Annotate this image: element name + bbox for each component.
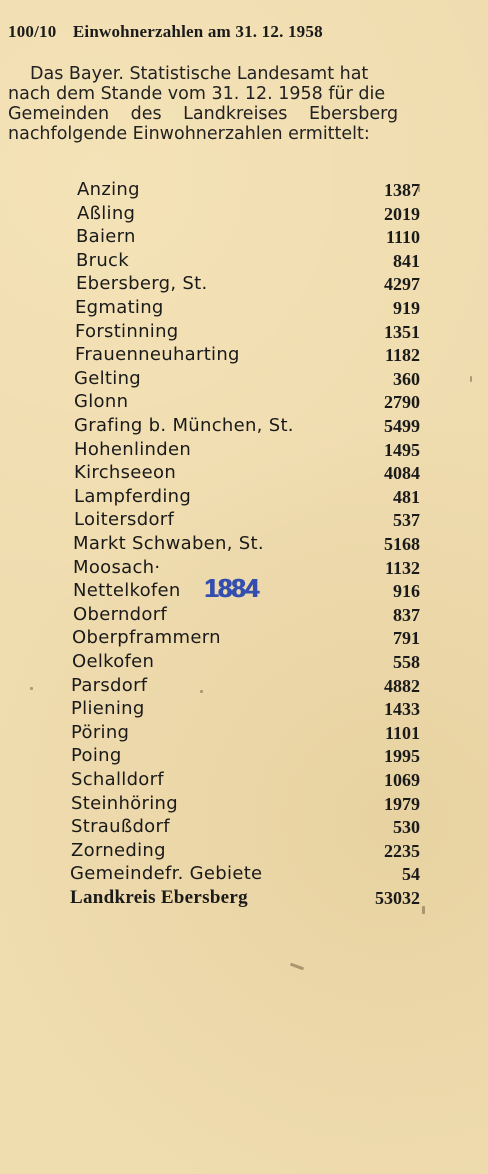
population-value: 1110 [385,227,420,247]
population-value: 2019 [384,204,420,224]
population-value: 1069 [384,770,420,790]
population-value: 1182 [384,345,420,365]
municipality-name: Forstinning [75,321,179,342]
population-value: 1387 [384,180,420,200]
article-heading [8,22,478,42]
population-value: 791 [393,628,420,648]
table-row [70,862,420,886]
municipality-name: Anzing [77,179,140,200]
municipality-name: Oberndorf [73,604,168,625]
population-value: 1433 [384,699,420,719]
population-value: 919 [393,298,420,318]
municipality-name: Parsdorf [71,675,148,696]
population-value: 53032 [375,888,420,908]
table-row [77,202,420,226]
population-value: 5499 [384,416,420,436]
population-value: 1495 [384,440,420,460]
municipality-name: Poing [71,745,122,766]
table-row [71,839,420,863]
population-value: 2790 [384,392,420,412]
table-row [75,320,420,344]
table-row [73,532,420,556]
population-value: 537 [393,510,420,530]
total-row [70,886,420,910]
table-row [74,485,420,509]
table-row [75,343,420,367]
paper-fleck [418,184,420,192]
paper-fleck [30,687,33,690]
table-row [76,249,420,273]
table-row [76,225,420,249]
article-title: Einwohnerzahlen am 31. 12. 1958 [72,22,323,41]
municipality-name: Oberpframmern [72,627,221,648]
population-value: 1101 [384,723,420,743]
municipality-name: Egmating [75,297,164,318]
population-value: 54 [402,864,420,884]
municipality-name: Glonn [74,391,129,412]
population-value: 1995 [384,746,420,766]
intro-line: Gemeinden des Landkreises Ebersberg [8,104,399,124]
municipality-name: Baiern [76,226,136,247]
municipality-name: Frauenneuharting [75,344,240,365]
table-row [74,461,420,485]
municipality-name: Oelkofen [72,651,155,672]
municipality-name: Bruck [76,250,129,271]
article-code: 100/10 [8,22,57,41]
table-row [74,508,420,532]
municipality-name: Lampferding [74,486,192,507]
table-row [73,603,420,627]
paper-fleck [422,906,425,914]
municipality-name: Gemeindefr. Gebiete [70,863,263,884]
population-value: 530 [393,817,420,837]
municipality-name: Pliening [71,698,145,719]
municipality-name: Kirchseeon [74,462,177,483]
intro-line: nach dem Stande vom 31. 12. 1958 für die [8,84,386,104]
population-value: 4084 [384,463,420,483]
municipality-name: Gelting [74,368,142,389]
table-row [72,626,420,650]
municipality-name: Schalldorf [71,769,164,790]
table-row [74,367,420,391]
population-value: 841 [393,251,420,271]
handwritten-overlay-number: 1884 [204,573,258,603]
table-row [71,721,420,745]
table-row [76,272,420,296]
population-value: 4297 [384,274,420,294]
population-value: 2235 [384,841,420,861]
table-row [71,768,420,792]
paper-fleck [470,376,472,382]
municipality-name: Markt Schwaben, St. [73,533,264,554]
population-value: 916 [393,581,420,601]
table-row [74,414,420,438]
table-row [74,390,420,414]
table-row [77,178,420,202]
population-value: 5168 [384,534,420,554]
municipality-name: Pöring [71,722,130,743]
table-row [72,650,420,674]
municipality-name: Zorneding [71,840,166,861]
population-value: 558 [393,652,420,672]
table-row [71,815,420,839]
population-value: 837 [393,605,420,625]
municipality-name: Nettelkofen [73,580,181,601]
intro-paragraph [8,64,486,144]
table-row [74,438,420,462]
paper-fleck [290,963,304,971]
municipality-name: Moosach· [73,557,161,578]
municipality-name: Hohenlinden [74,439,192,460]
intro-line: Das Bayer. Statistische Landesamt hat [30,64,369,84]
population-value: 481 [393,487,420,507]
municipality-name: Aßling [77,203,136,224]
population-value: 1979 [384,794,420,814]
table-row [75,296,420,320]
table-row [71,674,420,698]
municipality-name: Landkreis Ebersberg [70,887,248,908]
municipality-name: Ebersberg, St. [76,273,208,294]
table-row [71,697,420,721]
table-row [71,792,420,816]
population-value: 4882 [384,676,420,696]
municipality-name: Grafing b. München, St. [74,415,294,436]
municipality-name: Steinhöring [71,793,178,814]
population-value: 1132 [384,558,420,578]
municipality-name: Loitersdorf [74,509,175,530]
table-row [71,744,420,768]
intro-line: nachfolgende Einwohnerzahlen ermittelt: [8,124,370,144]
municipality-name: Straußdorf [71,816,170,837]
paper-fleck [200,690,203,693]
population-value: 1351 [384,322,420,342]
population-value: 360 [393,369,420,389]
